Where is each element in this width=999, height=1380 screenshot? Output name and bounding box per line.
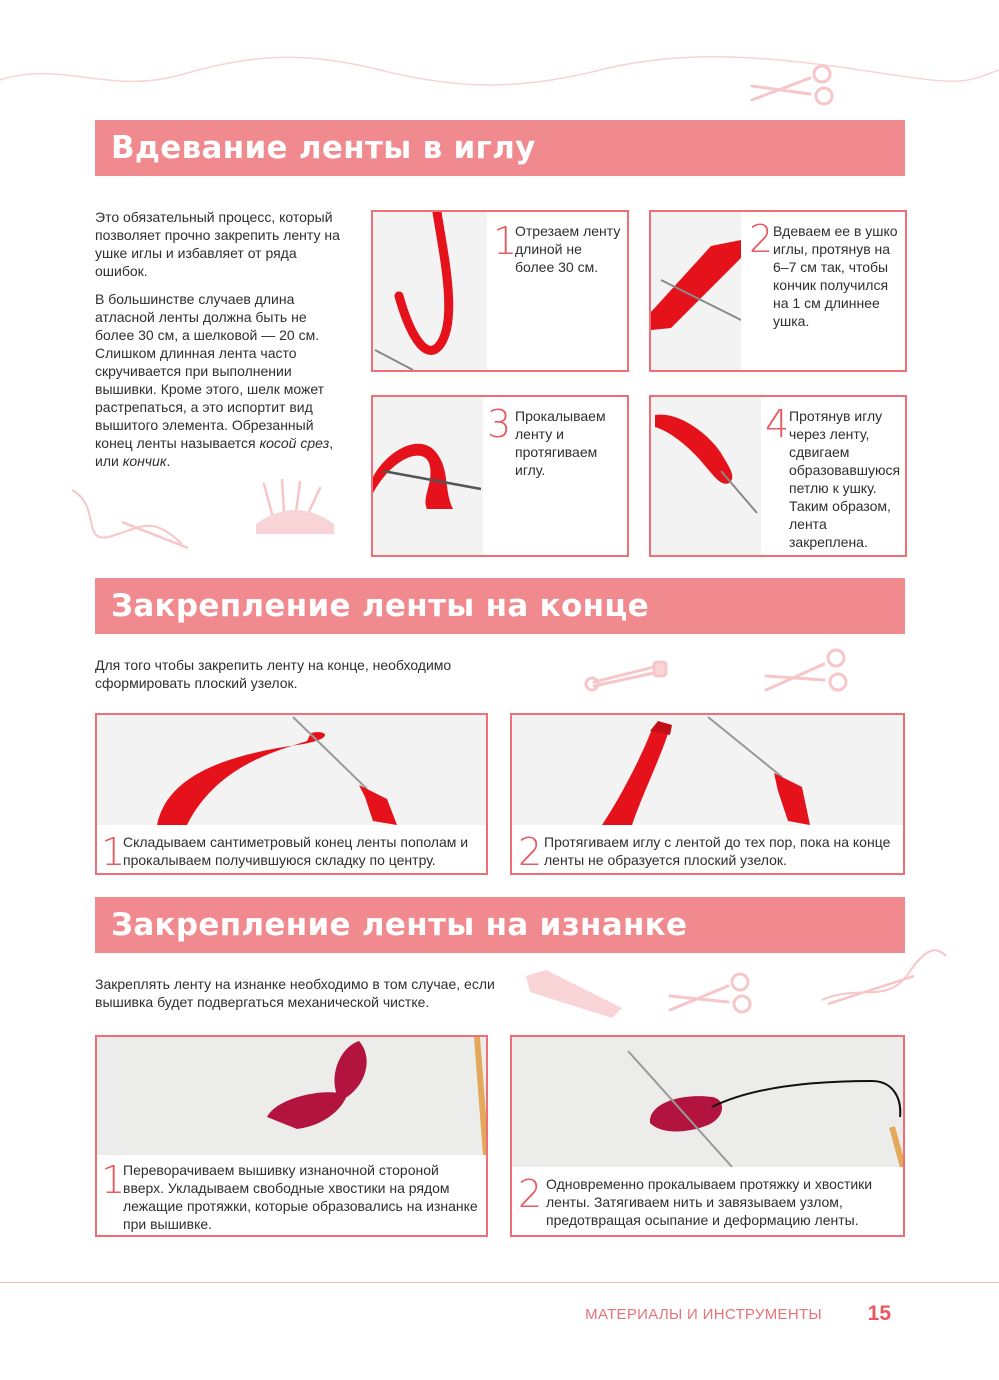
step-text: Протянув иглу через ленту, сдвигаем образовавшуюся петлю к ушку. Таким образом, лента закреплена. [789,408,901,550]
intro-back-side: Закреплять ленту на изнанке необходимо в том случае, если вышивка будет подвергаться механической чистке. [95,976,495,1010]
step-photo [97,1037,486,1155]
safety-pin-icon [584,656,670,692]
needle-thread-icon-2 [818,944,948,1008]
wavy-thread-decoration [0,40,999,100]
term-kosoy-srez: косой срез [259,435,330,451]
step-card-back-side-1 [95,1035,488,1237]
step-number: 1 [101,1158,126,1202]
step-card-threading-3 [371,395,629,557]
step-card-end-knot-1 [95,713,488,875]
step-text: Переворачиваем вышивку изнаночной стороной вверх. Укладываем свободные хвостики на рядом лежащие протяжки, которые образовались на изнанке при вышивке. [123,1162,478,1232]
pin-cushion-icon [250,478,340,540]
step-number: 2 [518,830,543,874]
scissors-icon-2 [762,646,854,696]
needle-thread-icon [62,486,192,556]
step-text: Отрезаем ленту длиной не более 30 см. [515,223,621,275]
intro-end-knot: Для того чтобы закрепить ленту на конце, необходимо сформировать плоский узелок. [95,657,452,691]
step-number: 2 [749,217,774,261]
intro-paragraph-2: В большинстве случаев длина атласной ленты должна быть не более 30 см, а шелковой — 20 см. Слишком длинная лента часто скручивается при выполнении вышивки. Кроме этого, шелк может растрепаться, а это испортит вид вышитого элемента. Обрезанный конец ленты называется косой срез, или кончик. [95,291,334,469]
step-card-threading-1 [371,210,629,372]
step-card-threading-2 [649,210,907,372]
step-text: Протягиваем иглу с лентой до тех пор, пока на конце ленты не образуется плоский узелок. [544,834,891,868]
step-number: 2 [518,1172,543,1216]
step-card-back-side-2 [510,1035,905,1237]
footer-divider [0,1282,999,1283]
step-photo [512,715,903,825]
scissors-icon [748,64,840,108]
page-number: 15 [867,1302,891,1325]
step-number: 1 [493,219,518,263]
step-photo [512,1037,903,1167]
scissors-icon-3 [666,970,758,1016]
step-number: 1 [101,830,126,874]
step-photo [97,715,486,825]
step-photo [651,212,741,370]
step-photo [373,397,483,555]
step-photo [373,212,487,370]
step-text: Складываем сантиметровый конец ленты пополам и прокалываем получившуюся складку по центру. [123,834,469,868]
section-title-back-side: Закрепление ленты на изнанке [95,897,905,953]
ribbon-icon [522,968,628,1020]
step-number: 4 [765,402,790,446]
intro-threading [95,208,345,480]
intro-paragraph-1: Это обязательный процесс, который позволяет прочно закрепить ленту на ушке иглы и избавляет от ряда ошибок. [95,209,340,279]
section-title-threading: Вдевание ленты в иглу [95,120,905,176]
step-card-threading-4 [649,395,907,557]
step-text: Прокалываем ленту и протягиваем иглу. [515,408,606,478]
step-photo [651,397,761,555]
step-card-end-knot-2 [510,713,905,875]
step-text: Одновременно прокалываем протяжку и хвостики ленты. Затягиваем нить и завязываем узлом, предотвращая осыпание и деформацию ленты. [546,1176,873,1228]
footer-section-title: МАТЕРИАЛЫ И ИНСТРУМЕНТЫ [585,1306,822,1323]
step-text: Вдеваем ее в ушко иглы, протянув на 6–7 см так, чтобы кончик получился на 1 см длиннее ушка. [773,223,898,329]
term-konchik: кончик [122,453,167,469]
step-number: 3 [487,402,512,446]
section-title-end-knot: Закрепление ленты на конце [95,578,905,634]
